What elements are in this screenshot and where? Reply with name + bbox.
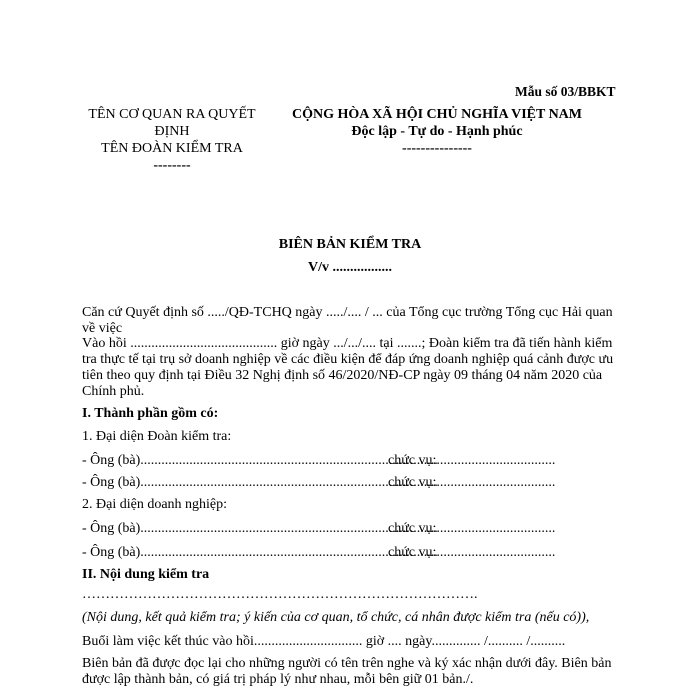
legal-basis-line1: Căn cứ Quyết định số ...../QĐ-TCHQ ngày ...../.... / ... của Tổng cục trường Tổng cục Hải quan [82,305,613,320]
republic-name: CỘNG HÒA XÃ HỘI CHỦ NGHĨA VIỆT NAM [291,107,582,122]
form-number: Mẫu số 03/BBKT [515,84,616,99]
national-divider: --------------- [402,141,472,156]
enterprise-member-position-2: chức vụ:.................................. [388,545,556,560]
inspection-team-name: TÊN ĐOÀN KIỂM TRA [101,141,243,156]
content-dotted-line: …………………………………………………………………………. [82,587,478,602]
inspection-intro-line3: tiên theo quy định tại Điều 32 Nghị định số 46/2020/NĐ-CP ngày 09 tháng 04 năm 2020 của [82,368,603,383]
team-member-name-2: - Ông (bà)..................................................................................... [82,475,438,490]
session-end-line: Buổi làm việc kết thúc vào hồi............................... giờ .... ngày.............. /.......... /.......... [82,634,566,649]
enterprise-member-name-1: - Ông (bà)..................................................................................... [82,521,438,536]
national-header [278,106,596,157]
section-2-heading: II. Nội dung kiểm tra [82,567,210,582]
team-member-position-1: chức vụ:.................................. [388,453,556,468]
enterprise-member-position-1: chức vụ:.................................. [388,521,556,536]
closing-statement-line2: được lập thành bản, có giá trị pháp lý như nhau, mỗi bên giữ 01 bản./. [82,672,474,687]
team-representative-label: 1. Đại diện Đoàn kiểm tra: [82,429,232,444]
team-member-name-1: - Ông (bà)..................................................................................... [82,453,438,468]
enterprise-representative-label: 2. Đại diện doanh nghiệp: [82,497,228,512]
agency-name-line1: TÊN CƠ QUAN RA QUYẾT [88,107,256,122]
inspection-intro-line1: Vào hồi .......................................... giờ ngày .../.../.... tại .......; Đoàn kiểm tra đã tiến hành kiểm [82,336,613,351]
agency-header [82,106,262,174]
document-subject: V/v ................. [308,260,392,275]
team-member-position-2: chức vụ:.................................. [388,475,556,490]
document-title: BIÊN BẢN KIỂM TRA [278,237,422,252]
national-motto: Độc lập - Tự do - Hạnh phúc [351,124,523,139]
agency-name-line2: ĐỊNH [154,124,190,139]
section-1-heading: I. Thành phần gồm có: [82,406,219,421]
legal-basis-line2: về việc [82,321,123,336]
content-note: (Nội dung, kết quả kiểm tra; ý kiến của cơ quan, tổ chức, cá nhân được kiểm tra (nếu có)), [82,610,590,625]
inspection-intro-line2: tra thực tế tại trụ sở doanh nghiệp về các điều kiện để đáp ứng doanh nghiệp quá cảnh được ưu [82,352,614,367]
inspection-intro-line4: Chính phủ. [82,384,145,399]
enterprise-member-name-2: - Ông (bà)..................................................................................... [82,545,438,560]
closing-statement-line1: Biên bản đã được đọc lại cho những người có tên trên nghe và ký xác nhận dưới đây. Biên bản [82,656,612,671]
agency-divider: -------- [153,158,191,173]
